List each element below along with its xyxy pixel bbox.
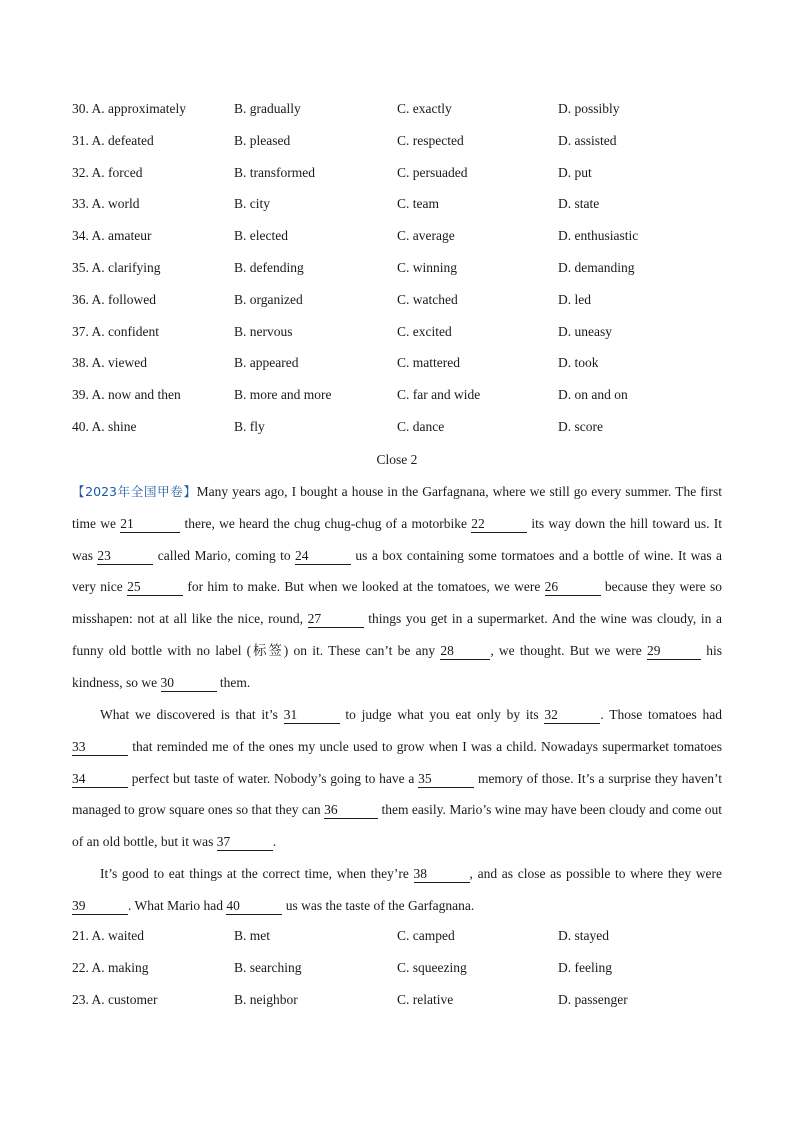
option-c: C. squeezing — [397, 959, 467, 975]
option-d: D. assisted — [558, 132, 617, 148]
option-d: D. stayed — [558, 928, 609, 943]
question-23-options — [72, 990, 732, 1022]
question-33-options — [72, 194, 732, 226]
option-c: C. excited — [397, 323, 452, 339]
option-b: B. elected — [234, 228, 288, 244]
option-b: B. defending — [234, 259, 304, 275]
option-d: D. enthusiastic — [558, 228, 639, 244]
option-c: C. winning — [397, 259, 458, 275]
passage-paragraph-1: 【2023年全国甲卷】Many years ago, I bought a house in the Garfagnana, where we still go every summer. The first time we 21 there, we heard the chug chug-chug of a motorbike 22 its way down the hill toward us. It was 23 called Mario, coming to 24 us a box containing some tormatoes and a bottle of wine. It was a very nice 25 for him to make. But when we looked at the tomatoes, we were 26 because they were so misshapen: not at all like the nice, round, 27 things you get in a supermarket. And the wine was cloudy, in a funny old bottle with no label (标签) on it. These can’t be any 28 , we thought. But we were 29 his kindness, so we 30 them. — [72, 484, 723, 690]
question-30-options — [72, 99, 732, 131]
passage-paragraph-3: It’s good to eat things at the correct time, when they’re 38 , and as close as possible to where they were 39 . What Mario had 40 us was the taste of the Garfagnana. — [72, 866, 722, 913]
option-a: 32. A. forced — [72, 164, 143, 180]
option-c: C. far and wide — [397, 387, 481, 403]
blank-40: 40 — [226, 898, 282, 915]
blank-22: 22 — [471, 516, 527, 533]
option-b: B. neighbor — [234, 991, 298, 1007]
option-c: C. dance — [397, 418, 445, 434]
option-b: B. gradually — [234, 101, 301, 116]
question-34-options — [72, 226, 732, 258]
option-d: D. on and on — [558, 387, 628, 403]
option-d: D. passenger — [558, 991, 628, 1007]
option-b: B. met — [234, 928, 270, 943]
option-b: B. more and more — [234, 387, 332, 403]
blank-24: 24 — [295, 548, 351, 565]
option-d: D. feeling — [558, 959, 612, 975]
section-title: Close 2 — [376, 452, 418, 467]
blank-34: 34 — [72, 771, 128, 788]
option-b: B. searching — [234, 959, 302, 975]
option-d: D. state — [558, 196, 600, 212]
option-a: 39. A. now and then — [72, 387, 181, 403]
option-c: C. relative — [397, 991, 454, 1007]
option-d: D. possibly — [558, 101, 620, 116]
option-d: D. led — [558, 291, 591, 307]
question-22-options — [72, 958, 732, 990]
blank-38: 38 — [414, 866, 470, 883]
blank-29: 29 — [647, 643, 701, 660]
option-a: 40. A. shine — [72, 418, 137, 434]
blank-25: 25 — [127, 579, 183, 596]
blank-31: 31 — [284, 707, 340, 724]
option-a: 36. A. followed — [72, 291, 157, 307]
option-d: D. took — [558, 355, 599, 371]
question-38-options — [72, 353, 732, 385]
blank-23: 23 — [97, 548, 153, 565]
blank-37: 37 — [217, 834, 273, 851]
blank-26: 26 — [545, 579, 601, 596]
blank-33: 33 — [72, 739, 128, 756]
option-d: D. score — [558, 418, 603, 434]
option-c: C. watched — [397, 291, 458, 307]
option-a: 22. A. making — [72, 959, 149, 975]
blank-32: 32 — [544, 707, 600, 724]
blank-21: 21 — [120, 516, 180, 533]
option-c: C. mattered — [397, 355, 460, 371]
option-d: D. uneasy — [558, 323, 612, 339]
option-a: 38. A. viewed — [72, 355, 147, 371]
question-31-options — [72, 131, 732, 163]
option-c: C. persuaded — [397, 164, 468, 180]
blank-36: 36 — [324, 802, 378, 819]
question-40-options — [72, 417, 732, 449]
question-37-options — [72, 322, 732, 354]
option-b: B. transformed — [234, 164, 315, 180]
option-b: B. appeared — [234, 355, 299, 371]
option-c: C. average — [397, 228, 455, 244]
option-b: B. organized — [234, 291, 303, 307]
option-a: 37. A. confident — [72, 323, 159, 339]
option-b: B. fly — [234, 418, 265, 434]
option-b: B. pleased — [234, 132, 291, 148]
option-c: C. exactly — [397, 101, 452, 116]
option-a: 34. A. amateur — [72, 228, 152, 244]
question-32-options — [72, 163, 732, 195]
question-36-options — [72, 290, 732, 322]
option-d: D. put — [558, 164, 592, 180]
options-list-21-23 — [72, 926, 732, 1021]
option-d: D. demanding — [558, 259, 635, 275]
option-a: 35. A. clarifying — [72, 259, 161, 275]
option-b: B. nervous — [234, 323, 293, 339]
option-a: 30. A. approximately — [72, 101, 186, 116]
blank-35: 35 — [418, 771, 474, 788]
option-a: 33. A. world — [72, 196, 140, 212]
option-a: 31. A. defeated — [72, 132, 154, 148]
question-39-options — [72, 385, 732, 417]
blank-27: 27 — [308, 611, 364, 628]
source-tag: 【2023年全国甲卷】 — [72, 484, 197, 499]
option-c: C. team — [397, 196, 439, 212]
options-list-30-40 — [72, 99, 732, 449]
passage-paragraph-2: What we discovered is that it’s 31 to judge what you eat only by its 32 . Those tomatoes had 33 that reminded me of the ones my uncle used to grow when I was a child. Nowadays supermarket tomatoes 34 perfect but taste of water. Nobody’s going to have a 35 memory of those. It’s a surprise they haven’t managed to grow square ones so that they can 36 them easily. Mario’s wine may have been cloudy and come out of an old bottle, but it was 37 . — [72, 707, 722, 850]
option-a: 21. A. waited — [72, 928, 144, 943]
option-c: C. respected — [397, 132, 464, 148]
question-35-options — [72, 258, 732, 290]
blank-30: 30 — [161, 675, 217, 692]
blank-39: 39 — [72, 898, 128, 915]
option-b: B. city — [234, 196, 270, 212]
blank-28: 28 — [440, 643, 490, 660]
question-21-options — [72, 926, 732, 958]
option-a: 23. A. customer — [72, 991, 158, 1007]
option-c: C. camped — [397, 928, 455, 943]
